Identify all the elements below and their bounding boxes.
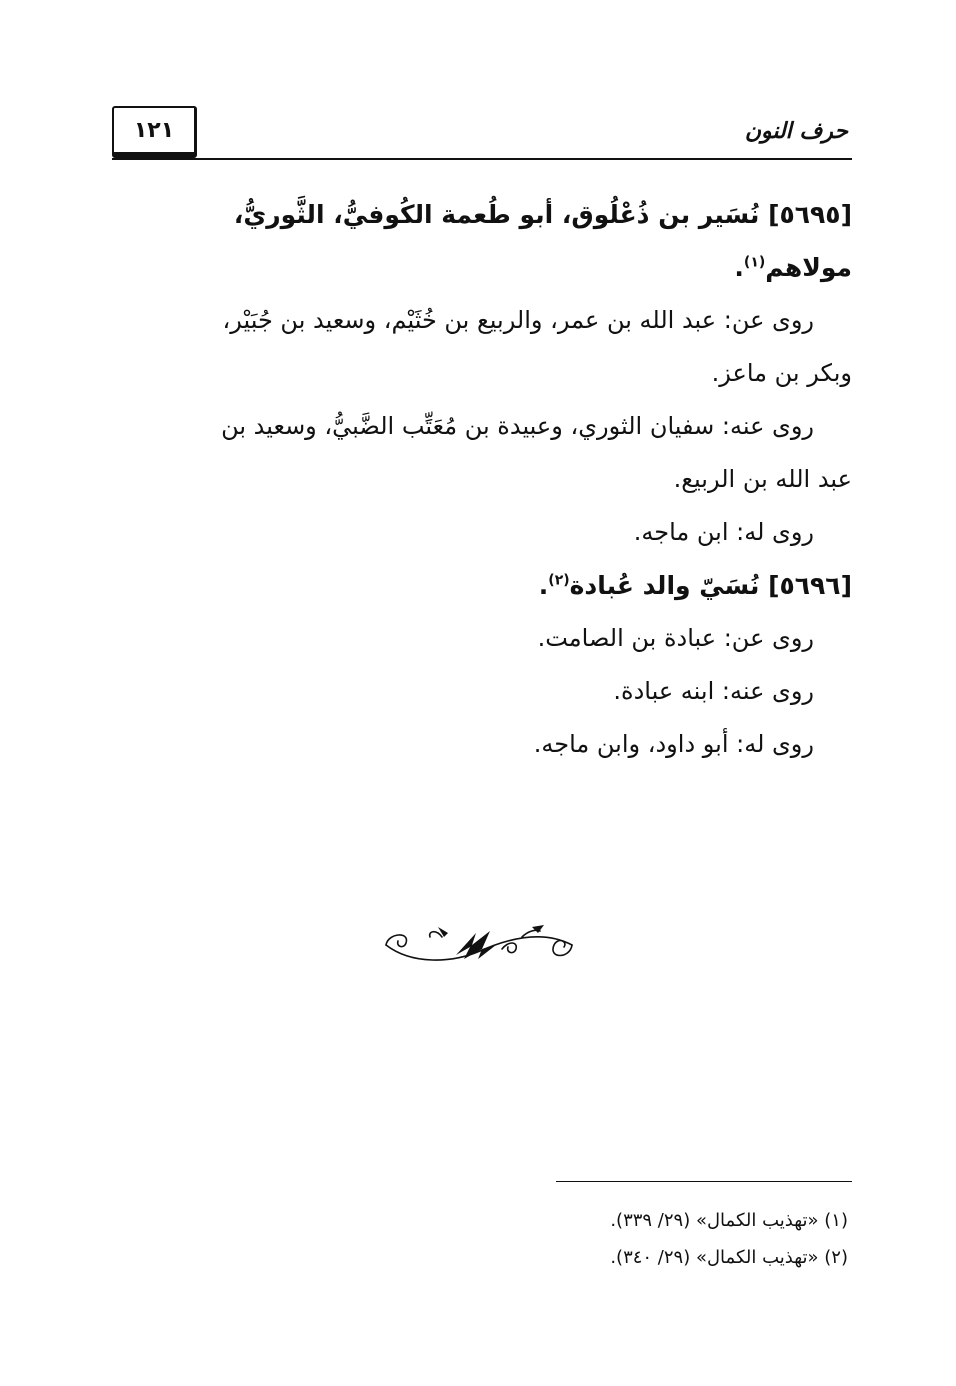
footnotes xyxy=(348,1202,848,1276)
footnote: (٢) «تهذيب الكمال» (٢٩/ ٣٤٠). xyxy=(610,1247,848,1268)
entry-heading-text: [٥٦٩٥] نُسَير بن ذُعْلُوق، أبو طُعمة الكُوفيُّ، الثَّوريُّ، مولاهم xyxy=(233,200,852,282)
narrated-by-line: روى عنه: سفيان الثوري، وعبيدة بن مُعَتِّب الضَّبيُّ، وسعيد بن xyxy=(221,412,814,440)
transmitted-by-line: روى له: أبو داود، وابن ماجه. xyxy=(533,730,814,758)
running-title: حرف النون xyxy=(744,118,848,144)
main-text xyxy=(112,188,852,771)
header-rule xyxy=(112,158,852,160)
transmitted-by-line: روى له: ابن ماجه. xyxy=(633,518,814,546)
entry-heading-end: . xyxy=(734,253,744,282)
footnote-separator xyxy=(556,1181,852,1182)
narrated-from-line: روى عن: عبادة بن الصامت. xyxy=(537,624,814,652)
narrated-from-continuation: وبكر بن ماعز. xyxy=(711,359,852,387)
entry-heading xyxy=(112,559,852,612)
page-number-box xyxy=(112,106,197,158)
entry-heading-text: [٥٦٩٦] نُسَيّ والد عُبادة xyxy=(569,571,852,600)
footnote-reference: (١) xyxy=(743,254,766,271)
narrated-by-continuation: عبد الله بن الربيع. xyxy=(673,465,852,493)
entry-heading-end: . xyxy=(538,571,549,600)
entry-heading xyxy=(112,188,852,294)
narrated-from-line: روى عن: عبد الله بن عمر، والربيع بن خُثَيْم، وسعيد بن جُبَيْر، xyxy=(222,306,814,334)
narrated-by-line: روى عنه: ابنه عبادة. xyxy=(613,677,814,705)
decorative-vine-ornament-icon xyxy=(382,915,578,967)
footnote: (١) «تهذيب الكمال» (٢٩/ ٣٣٩). xyxy=(610,1210,848,1231)
footnote-reference: (٢) xyxy=(548,572,570,589)
page-number: ١٢١ xyxy=(133,117,175,143)
